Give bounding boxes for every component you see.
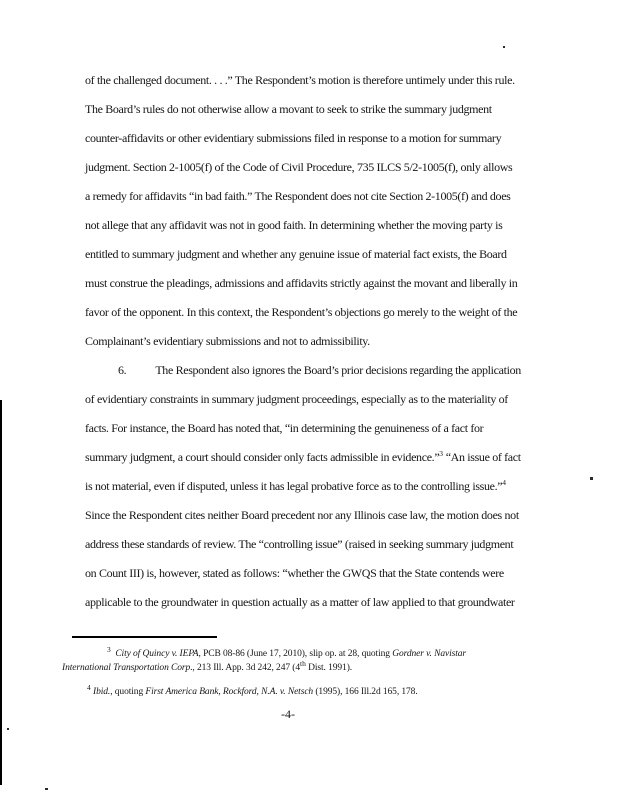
text-segment: 3 [439,449,444,458]
text-segment: (1995), 166 Ill.2d 165, 178. [313,687,418,697]
text-segment: Gordner v. Navistar [392,649,467,659]
body-text-line [85,443,577,472]
scan-artifact-edge [0,400,2,785]
text-segment: 6. [118,363,127,377]
body-text-line [85,269,577,298]
text-segment: International Transportation Corp [62,662,191,673]
scan-artifact [7,728,9,730]
text-segment: of the challenged document. . . .” The Respondent’s motion is therefore untimely under this rule. [85,73,515,87]
text-segment: The Respondent also ignores the Board’s prior decisions regarding the application [155,363,521,377]
text-segment: on Count III) is, however, stated as follows: “whether the GWQS that the State contends were [85,566,504,580]
text-segment: , quoting [110,687,146,697]
text-segment: must construe the pleadings, admissions and affidavits strictly against the movant and liberally in [85,276,518,290]
document-body [85,66,577,617]
text-segment: applicable to the groundwater in question actually as a matter of law applied to that groundwater [85,595,515,609]
body-text-line [85,472,577,501]
text-segment: Ibid. [93,687,111,697]
text-segment: facts. For instance, the Board has noted that, “in determining the genuineness of a fact for [85,421,484,435]
body-text-line [85,66,577,95]
footnote-separator [72,636,217,638]
text-segment: Since the Respondent cites neither Board precedent nor any Illinois case law, the motion does not [85,508,519,522]
footnote-line [62,644,567,662]
footnote-line [62,658,567,676]
body-text-line [85,588,577,617]
text-segment: ., 213 Ill. App. 3d 242, 247 (4 [190,662,300,673]
body-text-line [85,298,577,327]
text-segment: address these standards of review. The “controlling issue” (raised in seeking summary judgment [85,537,514,551]
body-text-line [85,95,577,124]
text-segment: 4 [87,682,91,692]
text-segment: Dist. 1991). [305,662,353,673]
body-text-line [85,182,577,211]
footnote-line [62,682,567,700]
text-segment: judgment. Section 2-1005(f) of the Code of Civil Procedure, 735 ILCS 5/2-1005(f), only allows [85,160,513,174]
body-text-line [85,124,577,153]
text-segment: th [299,658,306,668]
text-segment: City of Quincy v. IEPA [115,649,199,659]
text-segment: Complainant’s evidentiary submissions and not to admissibility. [85,334,370,348]
text-segment: favor of the opponent. In this context, the Respondent’s objections go merely to the weight of the [85,305,518,319]
body-text-line [85,414,577,443]
text-segment: The Board’s rules do not otherwise allow a movant to seek to strike the summary judgment [85,102,492,116]
scan-artifact [45,788,48,790]
body-text-line [85,501,577,530]
body-text-line [85,530,577,559]
body-text-line [85,327,577,356]
text-segment: summary judgment, a court should consider only facts admissible in evidence.” [85,450,440,464]
body-text-line [85,211,577,240]
text-segment: of evidentiary constraints in summary judgment proceedings, especially as to the materiality of [85,392,508,406]
text-segment: not allege that any affidavit was not in good faith. In determining whether the moving party is [85,218,503,232]
text-segment: a remedy for affidavits “in bad faith.” The Respondent does not cite Section 2-1005(f) and does [85,189,511,203]
text-segment: entitled to summary judgment and whether any genuine issue of material fact exists, the Board [85,247,507,261]
text-segment: 4 [502,478,506,487]
text-segment: “An issue of fact [443,450,521,464]
text-segment: is not material, even if disputed, unless it has legal probative force as to the controlling issue.” [85,479,503,493]
text-segment: 3 [107,644,111,654]
footnotes [62,644,567,700]
body-text-line [85,153,577,182]
scan-artifact [590,477,593,480]
text-segment: counter-affidavits or other evidentiary submissions filed in response to a motion for summary [85,131,502,145]
text-segment: First America Bank, Rockford, N.A. v. Netsch [145,687,314,697]
body-text-line [85,385,577,414]
body-text-line [85,559,577,588]
body-text-line [85,240,577,269]
scan-artifact [503,46,505,48]
page-number: -4- [281,707,295,721]
body-text-line [85,356,577,385]
text-segment: , PCB 08-86 (June 17, 2010), slip op. at 28, quoting [198,649,393,659]
